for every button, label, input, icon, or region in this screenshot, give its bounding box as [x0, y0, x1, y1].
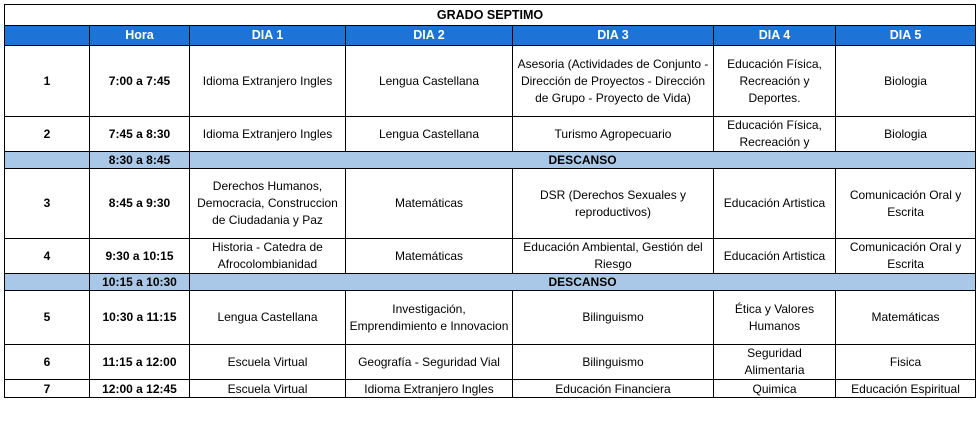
cell-dia-2: Matemáticas	[346, 239, 513, 274]
header-dia-1: DIA 1	[190, 26, 346, 46]
break-row	[5, 152, 976, 169]
cell-dia-2: Investigación, Emprendimiento e Innovacion	[346, 291, 513, 345]
period-time: 11:15 a 12:00	[90, 345, 190, 380]
cell-dia-2: Geografía - Seguridad Vial	[346, 345, 513, 380]
header-dia-2: DIA 2	[346, 26, 513, 46]
header-blank	[5, 26, 90, 46]
cell-dia-5: Biologia	[836, 46, 976, 117]
cell-dia-1: Lengua Castellana	[190, 291, 346, 345]
cell-dia-3: Asesoria (Actividades de Conjunto - Dirección de Proyectos - Dirección de Grupo - Proyecto de Vida)	[513, 46, 714, 117]
period-time: 9:30 a 10:15	[90, 239, 190, 274]
period-number: 3	[5, 169, 90, 239]
table-row	[5, 345, 976, 380]
period-number: 6	[5, 345, 90, 380]
period-number: 1	[5, 46, 90, 117]
break-label: DESCANSO	[190, 152, 976, 169]
period-number: 7	[5, 380, 90, 398]
cell-dia-4: Educación Física, Recreación y	[714, 117, 836, 152]
cell-dia-3: Bilinguismo	[513, 291, 714, 345]
table-row	[5, 169, 976, 239]
cell-dia-1: Escuela Virtual	[190, 380, 346, 398]
cell-dia-2: Lengua Castellana	[346, 46, 513, 117]
header-dia-5: DIA 5	[836, 26, 976, 46]
table-row	[5, 291, 976, 345]
cell-dia-1: Idioma Extranjero Ingles	[190, 46, 346, 117]
schedule-table	[4, 4, 976, 398]
cell-dia-5: Matemáticas	[836, 291, 976, 345]
cell-dia-1: Historia - Catedra de Afrocolombianidad	[190, 239, 346, 274]
break-time: 10:15 a 10:30	[90, 274, 190, 291]
cell-dia-4: Educación Artistica	[714, 239, 836, 274]
cell-dia-2: Idioma Extranjero Ingles	[346, 380, 513, 398]
cell-dia-4: Quimica	[714, 380, 836, 398]
break-blank	[5, 152, 90, 169]
cell-dia-2: Lengua Castellana	[346, 117, 513, 152]
table-row	[5, 239, 976, 274]
title-row	[5, 5, 976, 26]
break-time: 8:30 a 8:45	[90, 152, 190, 169]
table-row	[5, 380, 976, 398]
period-number: 2	[5, 117, 90, 152]
break-blank	[5, 274, 90, 291]
cell-dia-3: Educación Ambiental, Gestión del Riesgo	[513, 239, 714, 274]
period-number: 5	[5, 291, 90, 345]
cell-dia-5: Comunicación Oral y Escrita	[836, 169, 976, 239]
cell-dia-5: Fisica	[836, 345, 976, 380]
cell-dia-1: Idioma Extranjero Ingles	[190, 117, 346, 152]
cell-dia-1: Escuela Virtual	[190, 345, 346, 380]
cell-dia-4: Seguridad Alimentaria	[714, 345, 836, 380]
cell-dia-3: DSR (Derechos Sexuales y reproductivos)	[513, 169, 714, 239]
break-label: DESCANSO	[190, 274, 976, 291]
table-row	[5, 46, 976, 117]
header-row	[5, 26, 976, 46]
cell-dia-3: Turismo Agropecuario	[513, 117, 714, 152]
cell-dia-1: Derechos Humanos, Democracia, Construccion de Ciudadania y Paz	[190, 169, 346, 239]
cell-dia-5: Educación Espiritual	[836, 380, 976, 398]
cell-dia-3: Educación Financiera	[513, 380, 714, 398]
table-row	[5, 117, 976, 152]
cell-dia-3: Bilinguismo	[513, 345, 714, 380]
break-row	[5, 274, 976, 291]
cell-dia-5: Biologia	[836, 117, 976, 152]
period-number: 4	[5, 239, 90, 274]
header-hora: Hora	[90, 26, 190, 46]
header-dia-4: DIA 4	[714, 26, 836, 46]
period-time: 7:45 a 8:30	[90, 117, 190, 152]
table-title: GRADO SEPTIMO	[5, 5, 976, 26]
cell-dia-4: Educación Física, Recreación y Deportes.	[714, 46, 836, 117]
period-time: 7:00 a 7:45	[90, 46, 190, 117]
cell-dia-4: Educación Artistica	[714, 169, 836, 239]
header-dia-3: DIA 3	[513, 26, 714, 46]
cell-dia-2: Matemáticas	[346, 169, 513, 239]
period-time: 10:30 a 11:15	[90, 291, 190, 345]
period-time: 8:45 a 9:30	[90, 169, 190, 239]
cell-dia-5: Comunicación Oral y Escrita	[836, 239, 976, 274]
cell-dia-4: Ética y Valores Humanos	[714, 291, 836, 345]
period-time: 12:00 a 12:45	[90, 380, 190, 398]
